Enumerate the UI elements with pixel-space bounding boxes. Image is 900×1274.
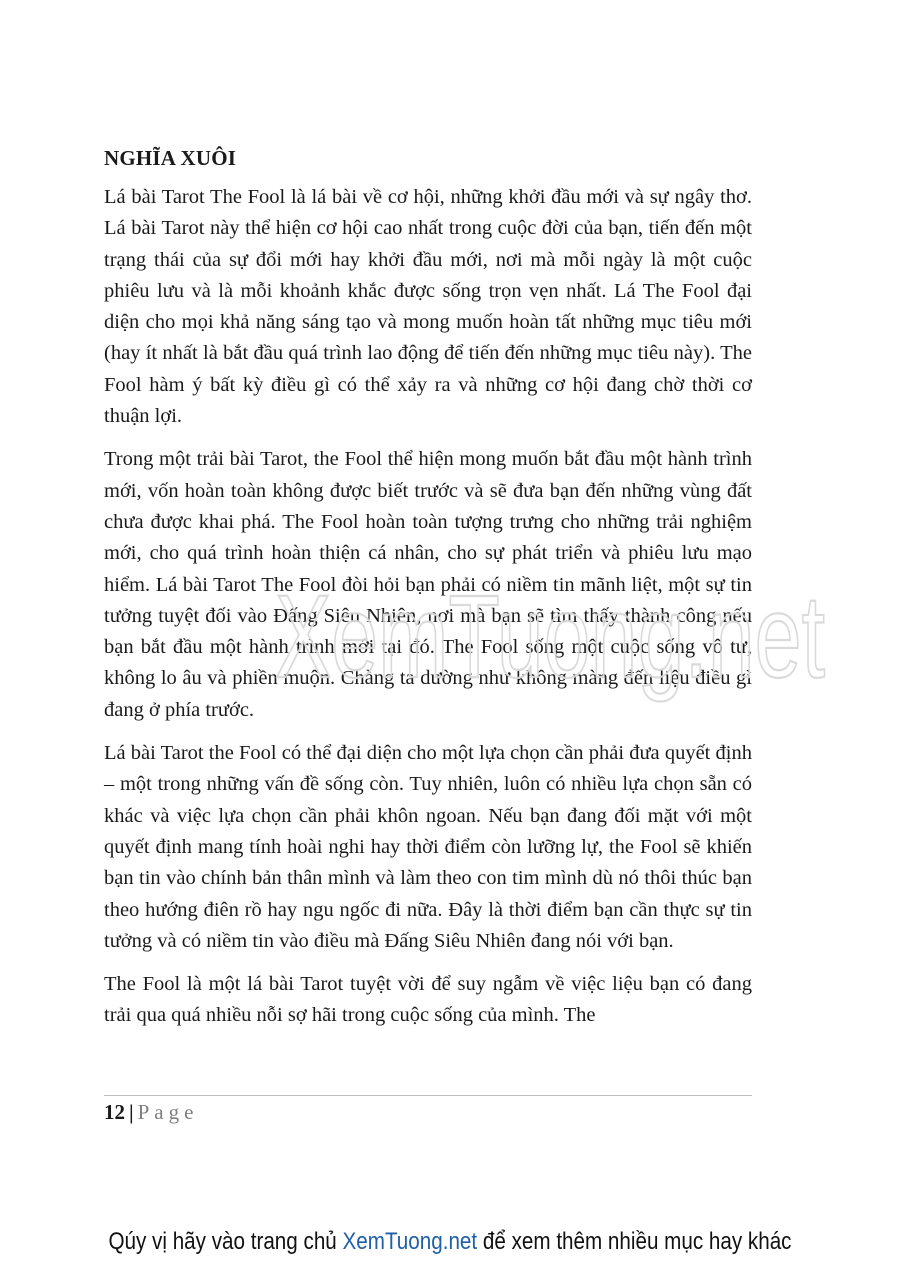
banner-text-before: Qúy vị hãy vào trang chủ bbox=[108, 1228, 337, 1255]
body-text bbox=[104, 182, 752, 1032]
paragraph: Lá bài Tarot the Fool có thể đại diện cho một lựa chọn cần phải đưa quyết định – một trong những vấn đề sống còn. Tuy nhiên, luôn có nhiều lựa chọn sẵn có khác và việc lựa chọn cần phải khôn ngoan. Nếu bạn đang đối mặt với một quyết định mang tính hoài nghi hay thời điểm còn lưỡng lự, the Fool sẽ khiến bạn tin vào chính bản thân mình và làm theo con tim mình dù nó thôi thúc bạn theo hướng điên rồ hay ngu ngốc đi nữa. Đây là thời điểm bạn cần thực sự tin tưởng và có niềm tin vào điều mà Đấng Siêu Nhiên đang nói với bạn. bbox=[104, 742, 752, 952]
page-footer bbox=[104, 1100, 198, 1125]
banner-text-after: để xem thêm nhiều mục hay khác bbox=[482, 1228, 792, 1255]
promo-banner bbox=[63, 1228, 837, 1256]
page-title: NGHĨA XUÔI bbox=[104, 146, 237, 170]
banner-site-link[interactable]: XemTuong.net bbox=[342, 1228, 478, 1255]
paragraph: Lá bài Tarot The Fool là lá bài về cơ hội, những khởi đầu mới và sự ngây thơ. Lá bài Tarot này thể hiện cơ hội cao nhất trong cuộc đời của bạn, tiến đến một trạng thái của sự đổi mới hay khởi đầu mới, nơi mà mỗi ngày là một cuộc phiêu lưu và là mỗi khoảnh khắc được sống trọn vẹn nhất. Lá The Fool đại diện cho mọi khả năng sáng tạo và mong muốn hoàn tất những mục tiêu mới (hay ít nhất là bắt đầu quá trình lao động để tiến đến những mục tiêu này). The Fool hàm ý bất kỳ điều gì có thể xảy ra và những cơ hội đang chờ thời cơ thuận lợi. bbox=[104, 186, 752, 428]
paragraph: The Fool là một lá bài Tarot tuyệt vời để suy ngẫm về việc liệu bạn có đang trải qua quá nhiều nỗi sợ hãi trong cuộc sống của mình. The bbox=[104, 973, 752, 1027]
watermark-text: XemTuong.net bbox=[275, 571, 825, 703]
footer-separator: | bbox=[129, 1100, 134, 1124]
page-number: 12 bbox=[104, 1100, 125, 1124]
page-label: Page bbox=[137, 1100, 199, 1124]
footer-divider bbox=[104, 1095, 752, 1096]
paragraph: Trong một trải bài Tarot, the Fool thể hiện mong muốn bắt đầu một hành trình mới, vốn hoàn toàn không được biết trước và sẽ đưa bạn đến những vùng đất chưa được khai phá. The Fool hoàn toàn tượng trưng cho những trải nghiệm mới, cho quá trình hoàn thiện cá nhân, cho sự phát triển và phiêu lưu mạo hiểm. Lá bài Tarot The Fool đòi hỏi bạn phải có niềm tin mãnh liệt, một sự tin tưởng tuyệt đối vào Đấng Siêu Nhiên, nơi mà bạn sẽ tìm thấy thành công nếu bạn bắt đầu một hành trình mới tại đó. The Fool sống một cuộc sống vô tư, không lo âu và phiền muộn. Chàng ta dường như không màng đến liệu điều gì đang ở phía trước. bbox=[104, 448, 752, 721]
